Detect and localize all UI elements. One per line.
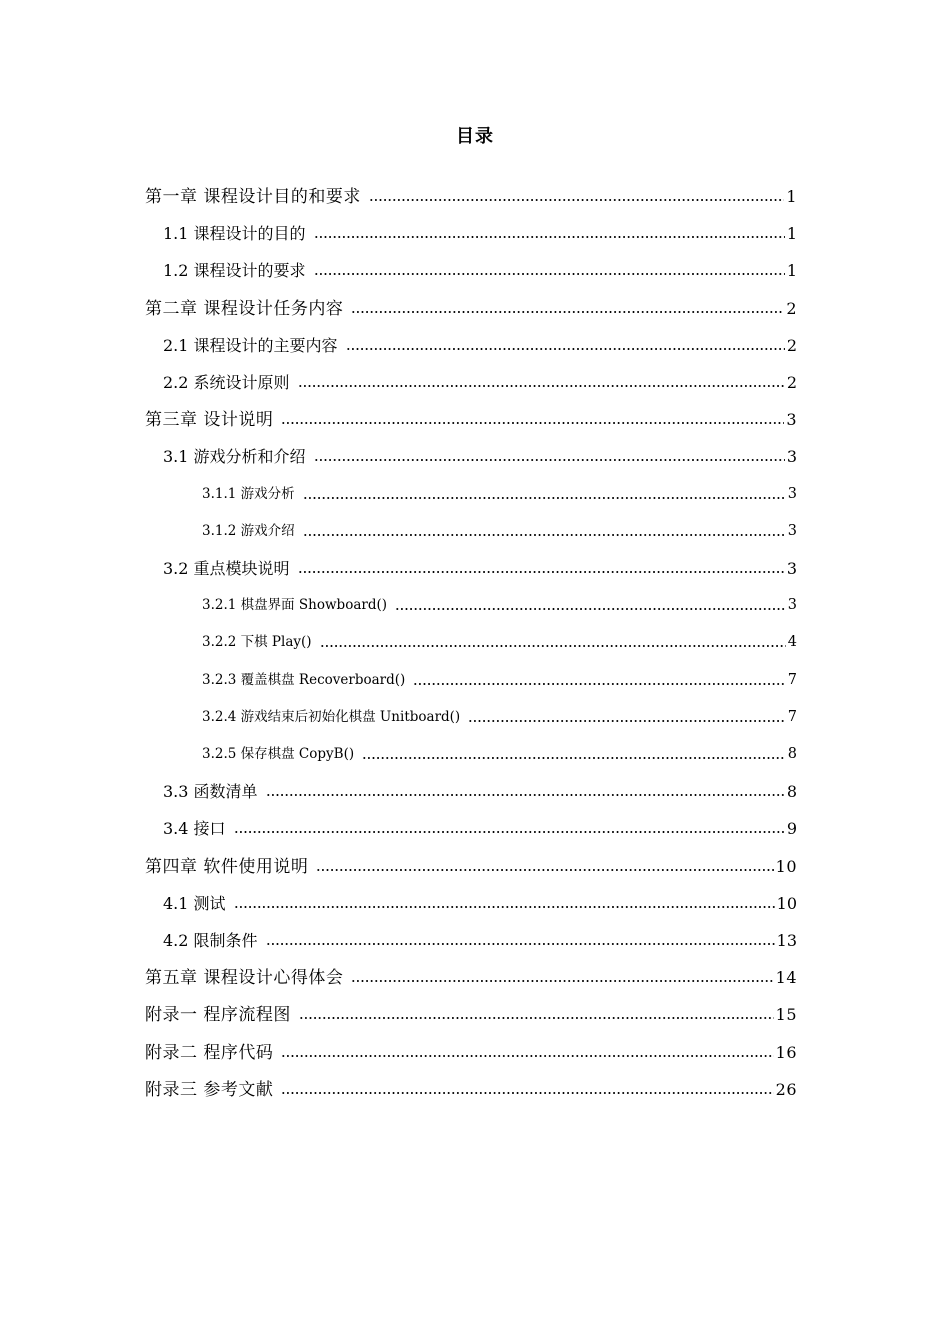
toc-leader-dots [314,236,785,238]
toc-entry [202,624,797,661]
toc-entry-title: 3.1 游戏分析和介绍 [163,447,306,466]
toc-leader-dots [299,1017,774,1019]
toc-page-number: 1 [786,224,797,243]
toc-entry-title: 第一章 课程设计目的和要求 [145,187,361,207]
toc-leader-dots [266,943,775,945]
toc-page-number: 3 [787,523,797,539]
toc-page-number: 8 [786,782,797,801]
toc-entry [163,922,797,959]
toc-leader-dots [362,757,786,759]
toc-leader-dots [346,348,785,350]
toc-page-number: 3 [786,447,797,466]
toc-title: 目录 [456,126,494,147]
toc-leader-dots [351,311,784,313]
toc-page-number: 1 [786,187,797,206]
toc-leader-dots [314,459,785,461]
toc-leader-dots [298,571,785,573]
toc-entry [202,736,797,773]
toc-leader-dots [234,906,775,908]
toc-leader-dots [234,831,785,833]
toc-entry [163,364,797,401]
toc-entry [145,401,797,438]
toc-entry-title: 3.2.2 下棋 Play() [202,634,312,650]
toc-page-number: 16 [775,1043,797,1062]
toc-entry [163,215,797,252]
toc-entry [163,885,797,922]
toc-leader-dots [413,683,785,685]
toc-page-number: 2 [786,336,797,355]
toc-entry-title: 3.2.3 覆盖棋盘 Recoverboard() [202,672,406,688]
toc-entry-title: 2.1 课程设计的主要内容 [163,336,338,355]
toc-leader-dots [281,1092,773,1094]
toc-entry-title: 4.2 限制条件 [163,931,258,950]
toc-entry-title: 3.1.1 游戏分析 [202,486,295,502]
toc-entry-title: 1.1 课程设计的目的 [163,224,306,243]
toc-leader-dots [369,199,784,201]
toc-page-number: 4 [787,634,797,650]
toc-entry-title: 附录三 参考文献 [145,1080,274,1100]
toc-entry [145,1034,797,1071]
toc-entry-title: 3.2.4 游戏结束后初始化棋盘 Unitboard() [202,709,461,725]
toc-leader-dots [351,980,773,982]
toc-entry-title: 4.1 测试 [163,894,226,913]
toc-entry-title: 3.3 函数清单 [163,782,258,801]
toc-leader-dots [281,422,784,424]
toc-entry [163,438,797,475]
toc-leader-dots [298,385,785,387]
toc-page-number: 2 [786,373,797,392]
toc-entry-title: 2.2 系统设计原则 [163,373,290,392]
toc-entry-title: 附录二 程序代码 [145,1043,274,1063]
toc-page-number: 15 [775,1005,797,1024]
toc-entry [163,327,797,364]
toc-leader-dots [303,497,786,499]
toc-entry [163,252,797,289]
toc-entry [163,550,797,587]
toc-entry-title: 3.1.2 游戏介绍 [202,523,295,539]
toc-page-number: 13 [776,931,797,950]
toc-entry-title: 3.4 接口 [163,819,226,838]
toc-leader-dots [320,645,786,647]
toc-entry [145,1071,797,1108]
toc-leader-dots [468,720,786,722]
toc-page-number: 7 [787,672,797,688]
toc-entry [145,178,797,215]
toc-entry-title: 第五章 课程设计心得体会 [145,968,344,988]
toc-page-number: 1 [786,261,797,280]
toc-page-number: 7 [787,709,797,725]
toc-entry-title: 3.2 重点模块说明 [163,559,290,578]
toc-page-number: 3 [786,559,797,578]
toc-entry [202,662,797,699]
toc-entry [145,959,797,996]
toc-entry [202,513,797,550]
toc-entry-title: 3.2.1 棋盘界面 Showboard() [202,597,388,613]
toc-page-number: 26 [775,1080,797,1099]
toc-entry-title: 第三章 设计说明 [145,410,274,430]
toc-entry [145,290,797,327]
toc-page-number: 2 [786,299,797,318]
toc-leader-dots [316,869,773,871]
toc-entry-title: 第四章 软件使用说明 [145,857,309,877]
toc-entry [202,587,797,624]
toc-entry [163,773,797,810]
toc-leader-dots [281,1055,773,1057]
toc-leader-dots [303,534,786,536]
toc-entry-title: 3.2.5 保存棋盘 CopyB() [202,746,355,762]
toc-leader-dots [266,794,785,796]
toc-entry [163,810,797,847]
toc-page-number: 9 [786,819,797,838]
toc-page-number: 3 [787,486,797,502]
toc-page-number: 3 [786,410,797,429]
toc-leader-dots [395,608,786,610]
toc-entry [202,699,797,736]
toc-entry [145,848,797,885]
toc-entry-title: 第二章 课程设计任务内容 [145,299,344,319]
toc-entry-title: 1.2 课程设计的要求 [163,261,306,280]
toc-page-number: 14 [775,968,797,987]
toc-page-number: 8 [787,746,797,762]
toc-page-number: 3 [787,597,797,613]
toc-page-number: 10 [776,894,797,913]
toc-leader-dots [314,273,785,275]
toc-page-number: 10 [775,857,797,876]
toc-entry [202,476,797,513]
toc-entry [145,996,797,1033]
toc-entry-title: 附录一 程序流程图 [145,1005,291,1025]
